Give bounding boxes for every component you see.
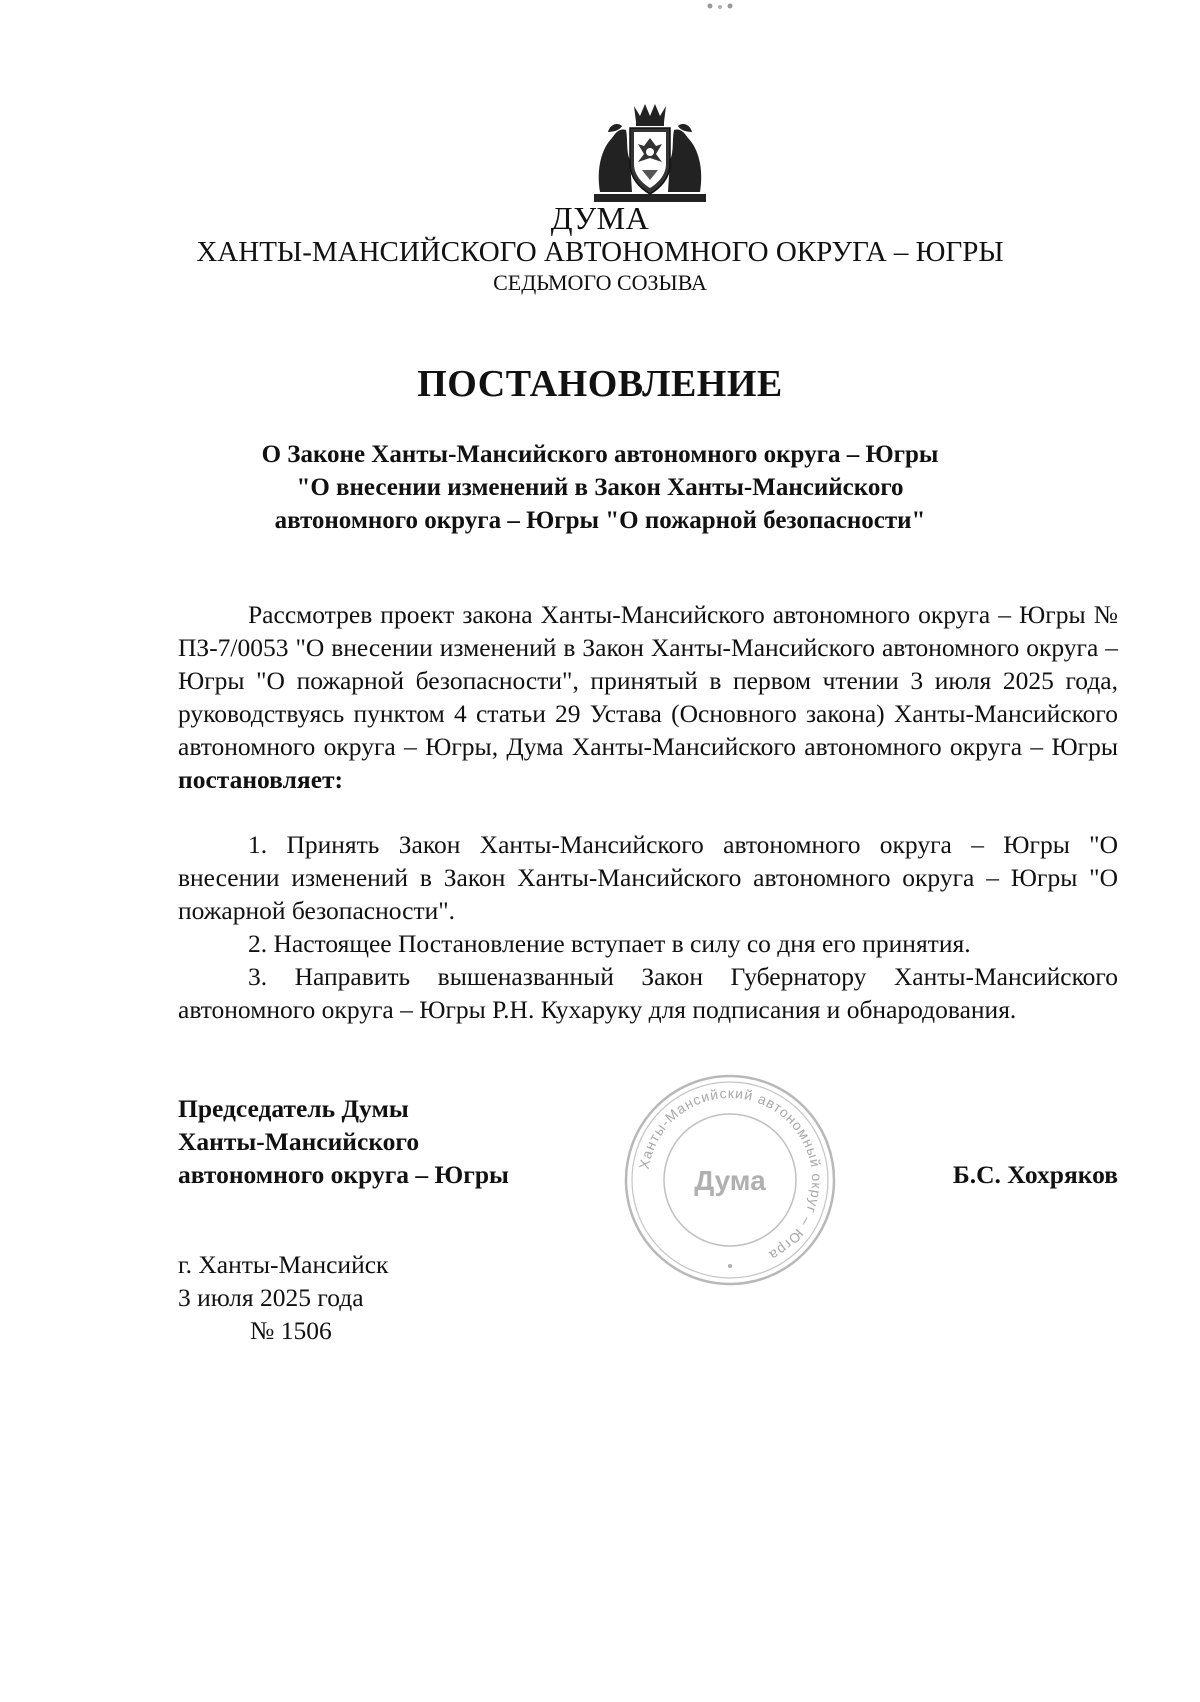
date: 3 июля 2025 года [178,1283,364,1312]
document-number: № 1506 [250,1316,332,1345]
resolution-item: 2. Настоящее Постановление вступает в силу со дня его принятия. [248,929,971,958]
subject-line: "О внесении изменений в Закон Ханты-Мансийского [296,474,904,501]
seal-ring-text: Ханты-Мансийский автономный округ – Югра [635,1084,826,1265]
position-line: автономного округа – Югры [178,1160,509,1189]
official-seal-icon [620,1070,840,1290]
resolution-items [178,828,1118,1026]
intro-text: Рассмотрев проект закона Ханты-Мансийского автономного округа – Югры № ПЗ-7/0053 "О внесении изменений в Закон Ханты-Мансийского автономного округа – Югры "О пожарной безопасности", принятый в первом чтении 3 июля 2025 года, руководствуясь пунктом 4 статьи 29 Устава (Основного закона) Ханты-Мансийского автономного округа – Югры, Дума Ханты-Мансийского автономного округа – Югры [178,600,1118,761]
signer-name: Б.С. Хохряков [952,1160,1118,1189]
document-subject [0,438,1200,537]
place-and-date [178,1248,388,1347]
okrug-name: ХАНТЫ-МАНСИЙСКОГО АВТОНОМНОГО ОКРУГА – ЮГРЫ [196,236,1004,268]
document-type: ПОСТАНОВЛЕНИЕ [417,363,783,405]
position-line: Председатель Думы [178,1094,409,1123]
resolves-word: постановляет: [178,765,344,794]
position-line: Ханты-Мансийского [178,1127,420,1156]
seal-center-text: Дума [694,1165,766,1196]
coat-of-arms-icon [590,98,710,206]
convocation: СЕДЬМОГО СОЗЫВА [493,270,707,295]
resolution-item: 3. Направить вышеназванный Закон Губернатору Ханты-Мансийского автономного округа – Югры Р.Н. Кухаруку для подписания и обнародования. [178,962,1118,1024]
subject-line: О Законе Ханты-Мансийского автономного округа – Югры [261,441,939,468]
city: г. Ханты-Мансийск [178,1250,389,1279]
resolution-item: 1. Принять Закон Ханты-Мансийского автономного округа – Югры "О внесении изменений в Закон Ханты-Мансийского автономного округа – Югры "О пожарной безопасности". [178,830,1118,925]
subject-line: автономного округа – Югры "О пожарной безопасности" [274,507,926,534]
org-name: ДУМА [550,200,650,236]
scan-artifact-icon [706,2,736,10]
signer-position [178,1092,509,1191]
intro-paragraph [178,598,1118,796]
